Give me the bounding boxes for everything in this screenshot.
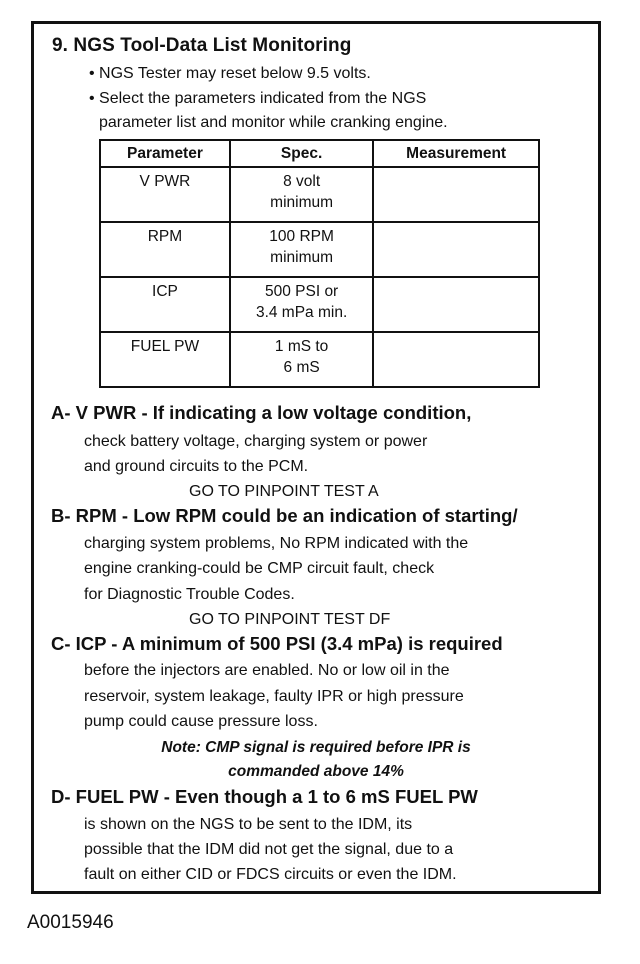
spec-line: minimum — [270, 249, 334, 266]
cell-measurement — [373, 222, 539, 277]
spec-line: 100 RPM — [269, 228, 334, 245]
section-b-line: charging system problems, No RPM indicated with the — [84, 535, 469, 552]
table-row — [100, 222, 539, 277]
cell-parameter: FUEL PW — [100, 332, 230, 387]
spec-line: 1 mS to — [274, 338, 329, 355]
section-d-heading: D- FUEL PW - Even though a 1 to 6 mS FUEL PW — [51, 786, 478, 807]
cell-measurement — [373, 167, 539, 222]
section-c-note-line1: Note: CMP signal is required before IPR is — [161, 739, 471, 756]
section-b-heading: B- RPM - Low RPM could be an indication of starting/ — [51, 505, 518, 526]
section-b-goto: GO TO PINPOINT TEST DF — [189, 611, 391, 628]
section-a-line: check battery voltage, charging system or power — [84, 433, 428, 450]
cell-spec — [230, 277, 373, 332]
step-title: 9. NGS Tool-Data List Monitoring — [52, 35, 352, 56]
section-c-line: reservoir, system leakage, faulty IPR or high pressure — [84, 688, 464, 705]
section-d-line: possible that the IDM did not get the signal, due to a — [84, 841, 454, 858]
table-header-row — [100, 140, 539, 167]
section-b-line: for Diagnostic Trouble Codes. — [84, 586, 295, 603]
spec-line: minimum — [270, 194, 334, 211]
section-a-goto: GO TO PINPOINT TEST A — [189, 483, 379, 500]
cell-spec — [230, 167, 373, 222]
table-row — [100, 277, 539, 332]
table-row — [100, 167, 539, 222]
spec-line: 3.4 mPa min. — [255, 304, 348, 321]
bullet-select-parameters-cont: parameter list and monitor while cranking engine. — [99, 114, 448, 131]
procedure-panel — [31, 21, 601, 894]
cell-parameter: ICP — [100, 277, 230, 332]
section-a-line: and ground circuits to the PCM. — [84, 458, 309, 475]
cell-spec — [230, 332, 373, 387]
column-header-spec: Spec. — [230, 140, 373, 167]
column-header-parameter: Parameter — [100, 140, 230, 167]
spec-line: 8 volt — [283, 173, 321, 190]
cell-measurement — [373, 277, 539, 332]
cell-spec — [230, 222, 373, 277]
cell-parameter: RPM — [100, 222, 230, 277]
section-d-line: fault on either CID or FDCS circuits or even the IDM. — [84, 866, 457, 883]
section-c-heading: C- ICP - A minimum of 500 PSI (3.4 mPa) is required — [51, 633, 503, 654]
section-c-note-line2: commanded above 14% — [228, 763, 404, 780]
parameter-table — [99, 139, 540, 388]
bullet-reset-voltage: • NGS Tester may reset below 9.5 volts. — [89, 65, 371, 82]
section-c-line: pump could cause pressure loss. — [84, 713, 318, 730]
column-header-measurement: Measurement — [373, 140, 539, 167]
cell-measurement — [373, 332, 539, 387]
section-a-heading: A- V PWR - If indicating a low voltage condition, — [51, 402, 472, 423]
section-b-line: engine cranking-could be CMP circuit fault, check — [84, 560, 435, 577]
cell-parameter: V PWR — [100, 167, 230, 222]
spec-line: 500 PSI or — [264, 283, 339, 300]
figure-id: A0015946 — [27, 912, 114, 933]
spec-line: 6 mS — [283, 359, 320, 376]
section-d-line: is shown on the NGS to be sent to the IDM, its — [84, 816, 413, 833]
section-c-line: before the injectors are enabled. No or low oil in the — [84, 662, 450, 679]
bullet-select-parameters: • Select the parameters indicated from the NGS — [89, 90, 427, 107]
table-row — [100, 332, 539, 387]
